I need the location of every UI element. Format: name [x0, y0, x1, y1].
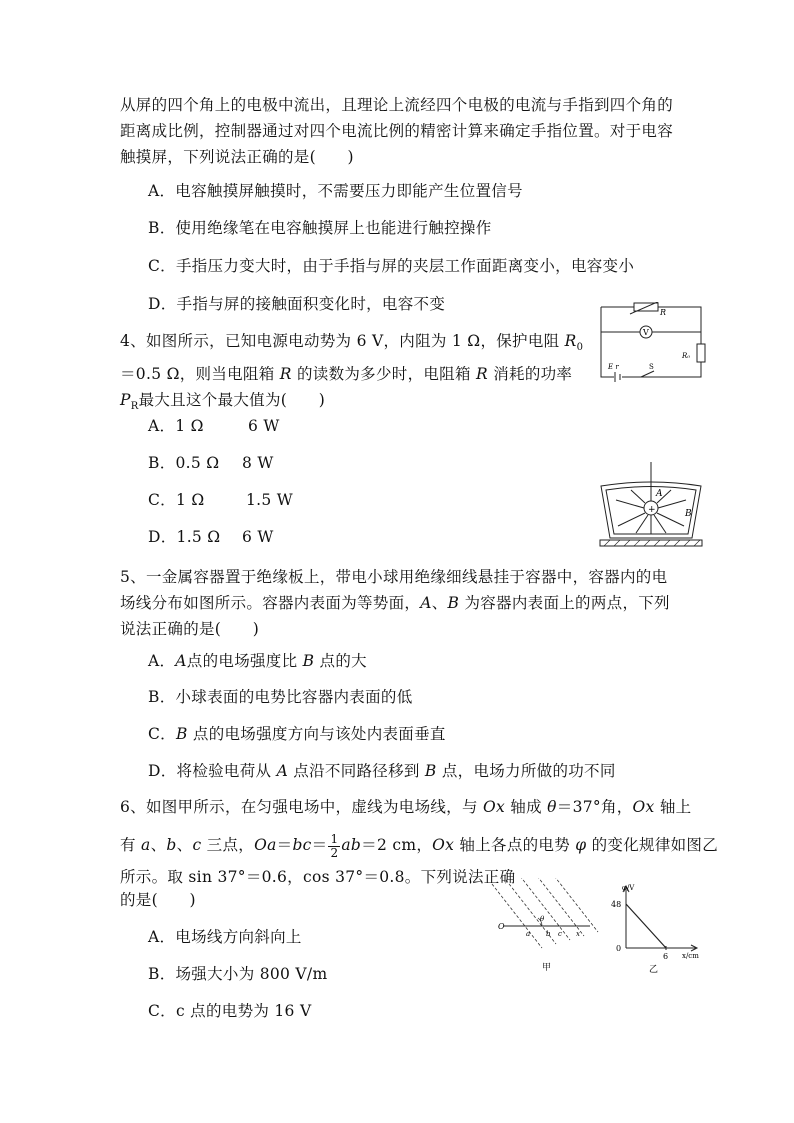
label-a: A — [656, 489, 663, 499]
label-s: S — [649, 363, 654, 371]
q3-option-b: B．使用绝缘笔在电容触摸屏上也能进行触控操作 — [148, 219, 492, 237]
q5-stem: 5、一金属容器置于绝缘板上，带电小球用绝缘细线悬挂于容器中，容器内的电场线分布如图所示。容器内表面为等势面，A、B 为容器内表面上的两点，下列说法正确的是( ) — [120, 568, 670, 638]
circuit-figure — [596, 302, 706, 382]
q6-option-c: C．c 点的电势为 16 V — [148, 1002, 312, 1020]
q6-option-b: B．场强大小为 800 V/m — [148, 965, 328, 983]
q6-line-3: 所示。取 sin 37°＝0.6，cos 37°＝0.8。下列说法正确 — [120, 868, 516, 886]
q5-option-a: A．A点的电场强度比 B 点的大 — [148, 652, 367, 670]
figure-jia — [490, 878, 600, 976]
q3-stem: 从屏的四个角上的电极中流出，且理论上流经四个电极的电流与手指到四个角的距离成比例，控制器通过对四个电流比例的精密计算来确定手指位置。对于电容触摸屏，下列说法正确的是( ) — [120, 96, 674, 166]
label-er: E r — [608, 363, 619, 371]
label-0: 0 — [616, 944, 622, 953]
q3-option-c: C．手指压力变大时，由于手指与屏的夹层工作面距离变小，电容变小 — [148, 257, 635, 275]
q3-option-a: A．电容触摸屏触摸时，不需要压力即能产生位置信号 — [148, 182, 523, 200]
q4-option-c: C．1 Ω 1.5 W — [148, 491, 294, 509]
figure-yi — [606, 882, 710, 974]
q5-option-b: B．小球表面的电势比容器内表面的低 — [148, 688, 413, 706]
container-field-figure — [596, 460, 706, 554]
q4-option-a: A．1 Ω 6 W — [148, 417, 280, 435]
label-a: a — [526, 930, 531, 938]
q4-option-d: D．1.5 Ω 6 W — [148, 528, 274, 546]
label-6: 6 — [663, 952, 669, 961]
label-48: 48 — [611, 900, 622, 909]
label-theta: θ — [540, 915, 545, 923]
q5-option-c: C．B 点的电场强度方向与该处内表面垂直 — [148, 725, 446, 743]
label-c: c — [558, 930, 562, 938]
label-phi: φ/V — [622, 884, 635, 892]
label-r0: R₀ — [682, 352, 691, 360]
q6-line-4: 的是( ) — [120, 891, 196, 909]
fraction-half: $\frac{1}{2}$ — [330, 831, 339, 860]
caption-yi: 乙 — [649, 965, 659, 974]
caption-jia: 甲 — [542, 963, 552, 973]
q4-option-b: B．0.5 Ω 8 W — [148, 454, 274, 472]
q4-stem: 4、如图所示，已知电源电动势为 6 V，内阻为 1 Ω，保护电阻 $R_0=0.5$ Ω，则当电阻箱 R 的读数为多少时，电阻箱 R 消耗的功率 $P_R$最大且这个最大值为( ) — [120, 332, 584, 413]
label-b: b — [546, 930, 551, 938]
label-xcm: x/cm — [682, 952, 699, 960]
q3-option-d: D．手指与屏的接触面积变化时，电容不变 — [148, 295, 446, 313]
label-v: V — [643, 328, 649, 337]
label-plus: + — [648, 505, 656, 515]
q6-option-a: A．电场线方向斜向上 — [148, 928, 302, 946]
label-x: x — [576, 930, 580, 938]
label-b: B — [685, 509, 692, 519]
label-r: R — [660, 308, 667, 317]
q6-line-2: 有 a、b、c 三点，Oa＝bc＝ $\frac{1}{2}$ ab＝2 cm，Ox 轴上各点的电势 φ 的变化规律如图乙 — [120, 831, 719, 860]
label-o: O — [498, 922, 505, 931]
q6-line-1: 6、如图甲所示，在匀强电场中，虚线为电场线，与 Ox 轴成 θ＝37°角，Ox 轴上 — [120, 798, 692, 816]
q5-option-d: D．将检验电荷从 A 点沿不同路径移到 B 点，电场力所做的功不同 — [148, 762, 616, 780]
